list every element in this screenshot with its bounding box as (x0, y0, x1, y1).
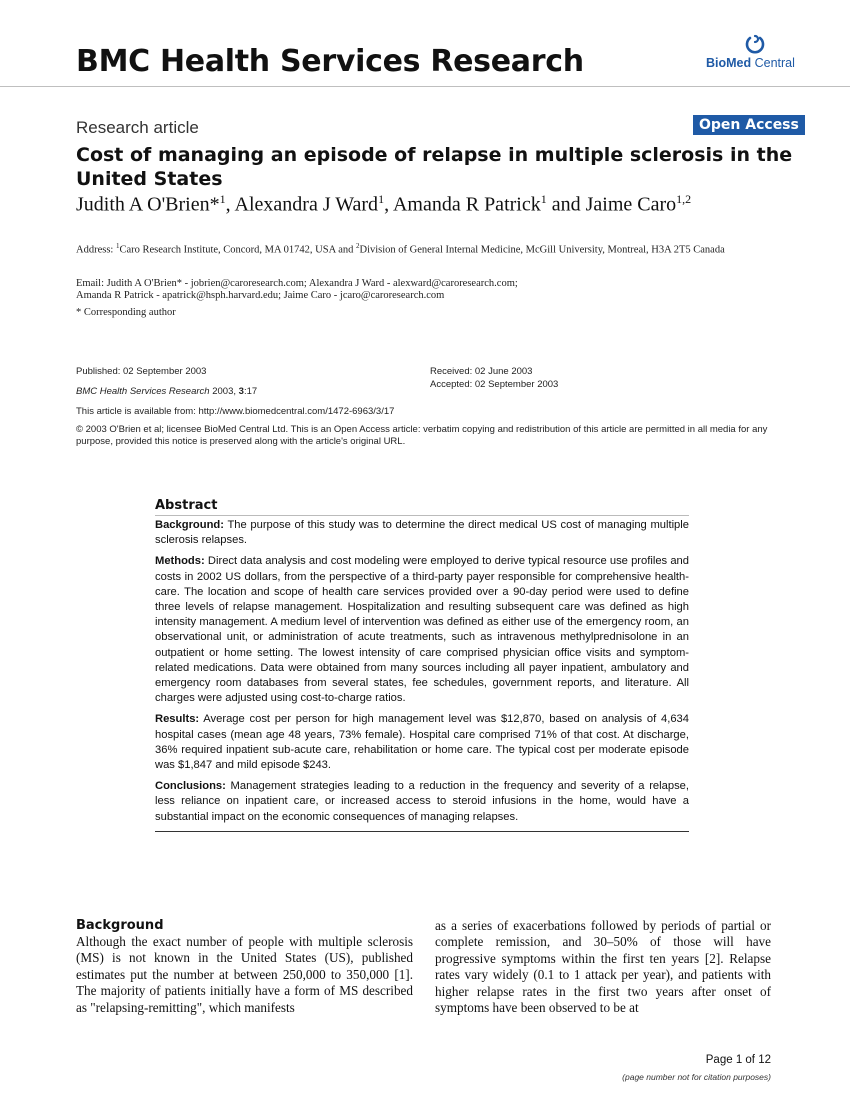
aff2-text: Division of General Internal Medicine, McGill University, Montreal, H3A 2T5 Canada (359, 244, 725, 256)
abstract-methods (155, 554, 689, 706)
logo-central: Central (751, 56, 795, 70)
abstract-heading: Abstract (155, 498, 689, 516)
article-title: Cost of managing an episode of relapse in multiple sclerosis in the United States (76, 144, 793, 190)
abstract-label: Results: (155, 713, 200, 726)
aff1-text: Caro Research Institute, Concord, MA 01742, USA and (119, 244, 356, 256)
publisher-logo-text (706, 56, 795, 70)
page-number-note: (page number not for citation purposes) (622, 1072, 771, 1082)
author-name: Jaime Caro (585, 193, 677, 216)
email-line: Amanda R Patrick - apatrick@hsph.harvard.edu; Jaime Caro - jcaro@caroresearch.com (76, 290, 445, 301)
abstract-text: Direct data analysis and cost modeling were employed to derive typical resource use profiles and costs in 2002 US dollars, from the perspective of a third-party payer responsible for comprehensive health-care. The location and scope of health care services provided over a 90-day period were used to define three levels of relapse management. Hospitalization and resulting subsequent care was defined as high intensity management. A medium level of intervention was defined as either use of the emergency room, an observational unit, or administration of acute treatments, such as intravenous methylprednisolone in an outpatient or home setting. The lowest intensity of care comprised physician office visits and symptom-related medications. Data were obtained from many sources including all payer inpatient, ambulatory and emergency room databases from several states, fee schedules, government reports, and literature. All charges were adjusted using cost-to-charge ratios. (155, 555, 689, 705)
page-number: Page 1 of 12 (705, 1054, 771, 1066)
citation-year: 2003, (209, 386, 239, 397)
author-list: Judith A O'Brien*$^1$, Alexandra J Ward$^1$, Amanda R Patrick$^1$ and Jaime Caro$^{1,2}$ (76, 192, 692, 216)
body-column-right (435, 918, 771, 1016)
author-affiliation: 1 (219, 192, 226, 206)
abstract-label: Methods: (155, 555, 205, 568)
abstract-section (155, 498, 689, 832)
abstract-label: Background: (155, 519, 224, 531)
citation-page: :17 (243, 386, 258, 397)
author-affiliation: 1 (378, 192, 385, 206)
author-name: Judith A O'Brien* (76, 193, 220, 216)
journal-title: BMC Health Services Research (76, 44, 584, 79)
copyright-notice: © 2003 O'Brien et al; licensee BioMed Central Ltd. This is an Open Access article: verbatim copying and redistribution of this article are permitted in all media for any purpose, provided this notice is preserved along with the article's original URL. (76, 424, 768, 447)
author-address (76, 240, 776, 257)
abstract-text: Management strategies leading to a reduction in the frequency and severity of a relapse, less reliance on inpatient care, or increased access to steroid infusions in the home, would have a substantial impact on the economic consequences of managing relapses. (155, 780, 689, 823)
biomed-arc-icon (744, 34, 766, 56)
article-type: Research article (76, 118, 199, 137)
publisher-logo (706, 34, 795, 76)
header-rule (0, 86, 850, 87)
accepted-date: Accepted: 02 September 2003 (430, 379, 559, 390)
logo-biomed: BioMed (706, 56, 752, 70)
published-date: Published: 02 September 2003 (76, 366, 207, 377)
citation (76, 386, 257, 397)
received-date: Received: 02 June 2003 (430, 366, 533, 377)
abstract-label: Conclusions: (155, 780, 226, 793)
author-name: Amanda R Patrick (392, 193, 541, 216)
author-affiliation: 1 (540, 192, 547, 206)
address-label: Address: (76, 244, 116, 256)
citation-journal: BMC Health Services Research (76, 386, 210, 397)
abstract-background (155, 518, 689, 548)
body-column-left (76, 918, 413, 1016)
citation-volume: 3 (238, 386, 244, 397)
abstract-text: The purpose of this study was to determine the direct medical US cost of managing multiple sclerosis relapses. (155, 519, 689, 547)
abstract-results (155, 712, 689, 773)
open-access-badge: Open Access (693, 115, 805, 135)
aff1-mark: 1 (115, 242, 120, 250)
article-url-note: This article is available from: http://www.biomedcentral.com/1472-6963/3/17 (76, 406, 395, 417)
email-line: Email: Judith A O'Brien* - jobrien@caroresearch.com; Alexandra J Ward - alexward@caroresearch.com; (76, 278, 518, 289)
section-heading-background: Background (76, 918, 164, 933)
author-affiliation: 1,2 (676, 192, 692, 206)
abstract-text: Average cost per person for high management level was $12,870, based on analysis of 4,634 hospital cases (mean age 48 years, 73% female). Hospital care comprised 71% of that cost. At discharge, 36% required inpatient sub-acute care, rehabilitation or home care. The typical cost per moderate episode was $1,847 and mild episode $243. (155, 713, 689, 772)
author-name: Alexandra J Ward (234, 193, 379, 216)
aff2-mark: 2 (355, 242, 360, 250)
abstract-bottom-rule (155, 831, 689, 832)
body-paragraph: Although the exact number of people with multiple sclerosis (MS) is not known in the United States (US), published estimates put the number at between 250,000 to 350,000 [1]. The majority of patients initially have a form of MS described as "relapsing-remitting", which manifests (76, 934, 413, 1015)
abstract-conclusions (155, 779, 689, 825)
corresponding-author-note: * Corresponding author (76, 307, 176, 318)
body-paragraph: as a series of exacerbations followed by periods of partial or complete remission, and 30–50% of those will have progressive symptoms within the first ten years [2]. Relapse rates vary widely (0.1 to 1 attack per year), and patients with higher relapse rates in the first two years after onset of symptoms have been observed to be at (435, 918, 771, 1016)
